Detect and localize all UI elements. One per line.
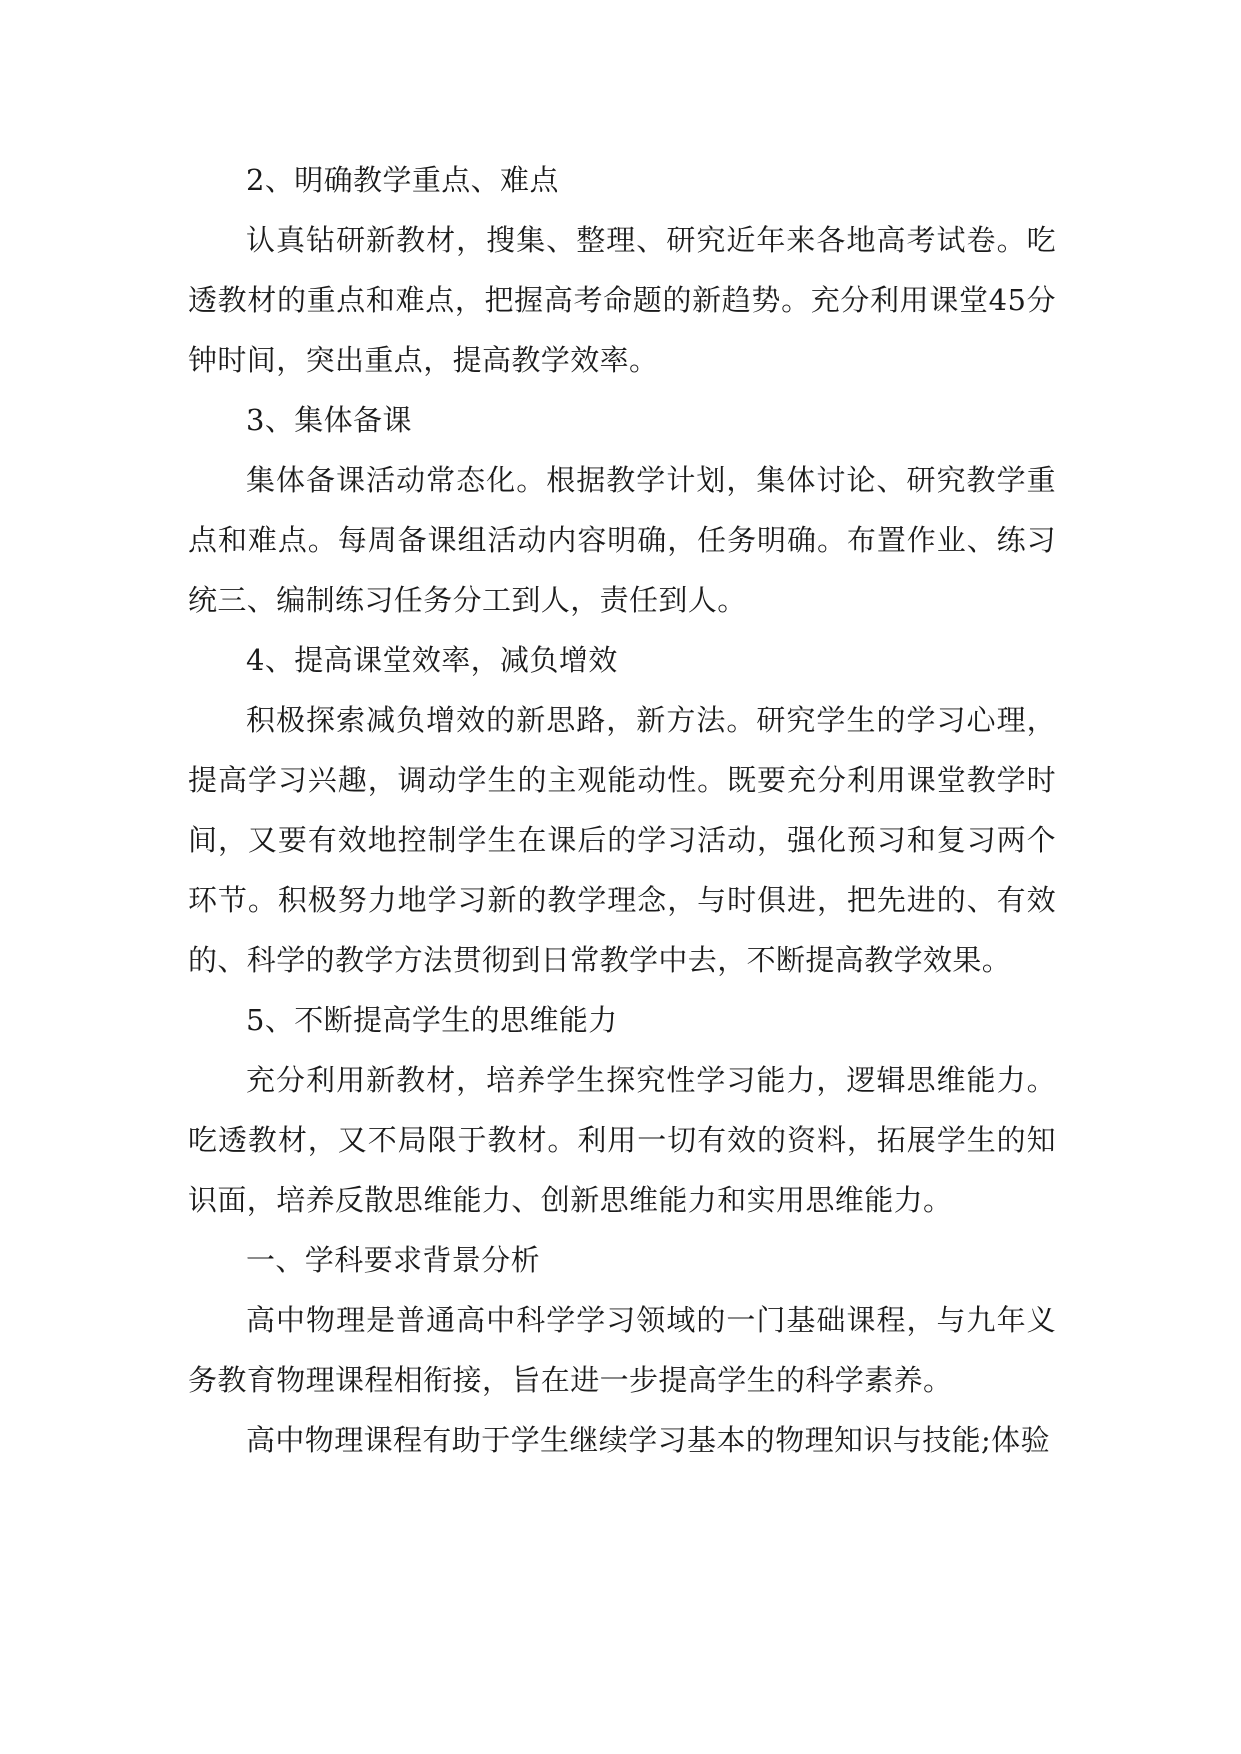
body-paragraph: 集体备课活动常态化。根据教学计划，集体讨论、研究教学重点和难点。每周备课组活动内容明确，任务明确。布置作业、练习统三、编制练习任务分工到人，责任到人。 bbox=[188, 463, 1056, 617]
section-heading: 5、不断提高学生的思维能力 bbox=[246, 1003, 618, 1037]
document-body bbox=[188, 150, 1056, 1470]
section-heading: 3、集体备课 bbox=[246, 403, 412, 437]
section-heading: 一、学科要求背景分析 bbox=[246, 1243, 541, 1277]
body-paragraph: 认真钻研新教材，搜集、整理、研究近年来各地高考试卷。吃透教材的重点和难点，把握高考命题的新趋势。充分利用课堂45分钟时间，突出重点，提高教学效率。 bbox=[188, 223, 1056, 377]
body-paragraph: 充分利用新教材，培养学生探究性学习能力，逻辑思维能力。吃透教材，又不局限于教材。利用一切有效的资料，拓展学生的知识面，培养反散思维能力、创新思维能力和实用思维能力。 bbox=[188, 1063, 1056, 1217]
section-heading: 2、明确教学重点、难点 bbox=[246, 163, 559, 197]
section-heading: 4、提高课堂效率，减负增效 bbox=[246, 643, 618, 677]
body-paragraph: 积极探索减负增效的新思路，新方法。研究学生的学习心理，提高学习兴趣，调动学生的主观能动性。既要充分利用课堂教学时间，又要有效地控制学生在课后的学习活动，强化预习和复习两个环节。积极努力地学习新的教学理念，与时俱进，把先进的、有效的、科学的教学方法贯彻到日常教学中去，不断提高教学效果。 bbox=[188, 703, 1056, 977]
body-paragraph: 高中物理是普通高中科学学习领域的一门基础课程，与九年义务教育物理课程相衔接，旨在进一步提高学生的科学素养。 bbox=[188, 1303, 1056, 1397]
body-paragraph: 高中物理课程有助于学生继续学习基本的物理知识与技能;体验 bbox=[246, 1423, 1050, 1457]
